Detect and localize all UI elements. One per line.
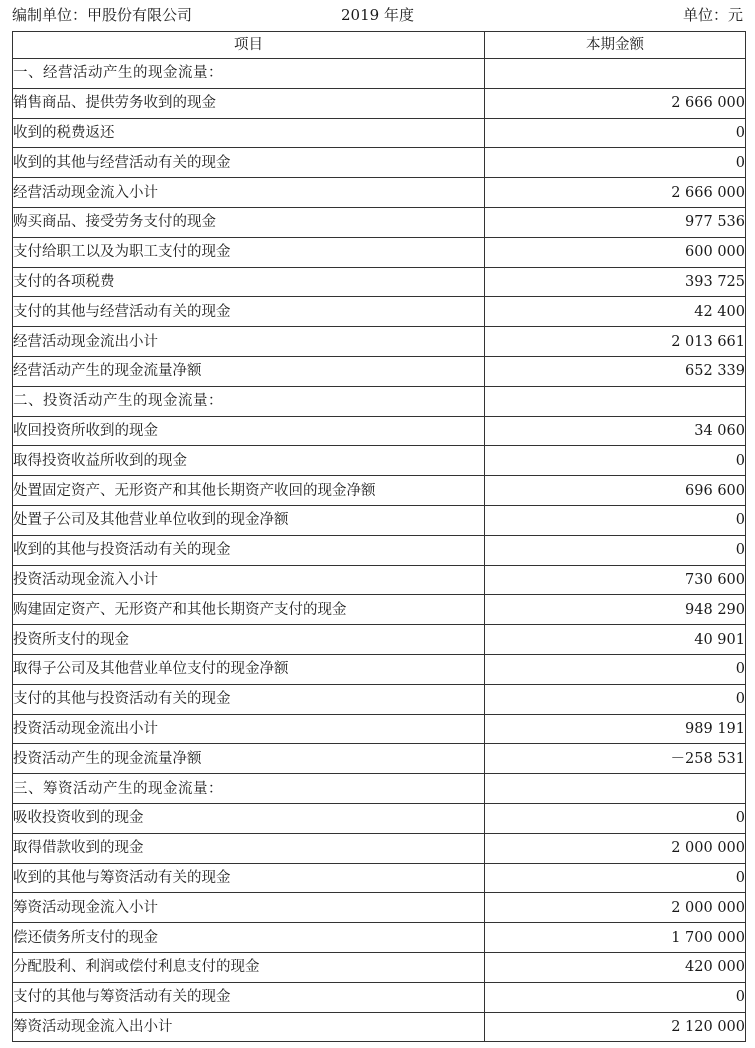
row-amount: 652 339	[485, 356, 746, 386]
row-item-label: 投资活动产生的现金流量净额	[13, 744, 485, 774]
table-row	[13, 803, 746, 833]
row-amount: 600 000	[485, 237, 746, 267]
table-row	[13, 863, 746, 893]
row-amount: 977 536	[485, 207, 746, 237]
row-amount: 0	[485, 803, 746, 833]
table-header-row	[13, 32, 746, 59]
row-amount: 1 700 000	[485, 923, 746, 953]
table-row	[13, 893, 746, 923]
row-item-label: 经营活动产生的现金流量净额	[13, 356, 485, 386]
row-item-label: 取得借款收到的现金	[13, 833, 485, 863]
org-label: 编制单位：甲股份有限公司	[12, 6, 193, 24]
row-item-label: 筹资活动现金流入出小计	[13, 1012, 485, 1042]
row-item-label: 销售商品、提供劳务收到的现金	[13, 88, 485, 118]
table-row	[13, 595, 746, 625]
table-row	[13, 297, 746, 327]
row-amount: 0	[485, 982, 746, 1012]
row-item-label: 支付给职工以及为职工支付的现金	[13, 237, 485, 267]
row-item-label: 处置子公司及其他营业单位收到的现金净额	[13, 505, 485, 535]
table-row	[13, 178, 746, 208]
row-amount: 0	[485, 863, 746, 893]
row-amount: 0	[485, 684, 746, 714]
table-row	[13, 833, 746, 863]
row-item-label: 经营活动现金流入小计	[13, 178, 485, 208]
row-amount: －258 531	[485, 744, 746, 774]
table-row	[13, 237, 746, 267]
table-row	[13, 476, 746, 506]
table-row	[13, 88, 746, 118]
table-row	[13, 267, 746, 297]
row-amount	[485, 774, 746, 804]
row-amount: 0	[485, 505, 746, 535]
report-header	[0, 2, 755, 28]
row-item-label: 收回投资所收到的现金	[13, 416, 485, 446]
row-item-label: 收到的其他与投资活动有关的现金	[13, 535, 485, 565]
table-row	[13, 148, 746, 178]
table-row	[13, 684, 746, 714]
row-item-label: 购建固定资产、无形资产和其他长期资产支付的现金	[13, 595, 485, 625]
row-item-label: 支付的各项税费	[13, 267, 485, 297]
row-item-label: 分配股利、利润或偿付利息支付的现金	[13, 952, 485, 982]
table-row	[13, 774, 746, 804]
row-amount: 2 666 000	[485, 88, 746, 118]
row-item-label: 三、筹资活动产生的现金流量：	[13, 774, 485, 804]
column-header-item: 项目	[13, 32, 485, 59]
table-row	[13, 386, 746, 416]
row-item-label: 二、投资活动产生的现金流量：	[13, 386, 485, 416]
row-amount: 0	[485, 446, 746, 476]
table-row	[13, 535, 746, 565]
table-row	[13, 654, 746, 684]
row-amount: 2 000 000	[485, 833, 746, 863]
row-item-label: 支付的其他与投资活动有关的现金	[13, 684, 485, 714]
row-item-label: 筹资活动现金流入小计	[13, 893, 485, 923]
row-amount: 0	[485, 654, 746, 684]
table-row	[13, 505, 746, 535]
row-amount: 34 060	[485, 416, 746, 446]
row-item-label: 收到的其他与经营活动有关的现金	[13, 148, 485, 178]
row-amount: 42 400	[485, 297, 746, 327]
table-row	[13, 446, 746, 476]
row-item-label: 偿还债务所支付的现金	[13, 923, 485, 953]
row-item-label: 支付的其他与经营活动有关的现金	[13, 297, 485, 327]
table-row	[13, 923, 746, 953]
currency-unit: 单位：元	[682, 6, 743, 24]
row-item-label: 吸收投资收到的现金	[13, 803, 485, 833]
report-year: 2019 年度	[341, 6, 414, 24]
row-amount: 2 120 000	[485, 1012, 746, 1042]
table-row	[13, 1012, 746, 1042]
row-amount: 696 600	[485, 476, 746, 506]
table-row	[13, 982, 746, 1012]
row-amount: 420 000	[485, 952, 746, 982]
table-row	[13, 625, 746, 655]
table-row	[13, 416, 746, 446]
row-item-label: 支付的其他与筹资活动有关的现金	[13, 982, 485, 1012]
row-item-label: 投资所支付的现金	[13, 625, 485, 655]
row-item-label: 收到的其他与筹资活动有关的现金	[13, 863, 485, 893]
table-row	[13, 118, 746, 148]
row-item-label: 处置固定资产、无形资产和其他长期资产收回的现金净额	[13, 476, 485, 506]
row-item-label: 购买商品、接受劳务支付的现金	[13, 207, 485, 237]
table-row	[13, 59, 746, 89]
table-row	[13, 356, 746, 386]
table-row	[13, 952, 746, 982]
row-item-label: 取得投资收益所收到的现金	[13, 446, 485, 476]
row-amount: 948 290	[485, 595, 746, 625]
cash-flow-table	[12, 31, 746, 1042]
row-amount: 989 191	[485, 714, 746, 744]
table-row	[13, 565, 746, 595]
column-header-amount: 本期金额	[485, 32, 746, 59]
row-item-label: 经营活动现金流出小计	[13, 327, 485, 357]
table-row	[13, 744, 746, 774]
row-item-label: 投资活动现金流入小计	[13, 565, 485, 595]
row-item-label: 收到的税费返还	[13, 118, 485, 148]
row-amount: 393 725	[485, 267, 746, 297]
row-amount	[485, 386, 746, 416]
row-amount: 0	[485, 118, 746, 148]
row-amount: 0	[485, 535, 746, 565]
row-amount	[485, 59, 746, 89]
row-amount: 730 600	[485, 565, 746, 595]
row-amount: 2 013 661	[485, 327, 746, 357]
table-row	[13, 714, 746, 744]
table-row	[13, 327, 746, 357]
row-amount: 2 666 000	[485, 178, 746, 208]
table-body	[13, 59, 746, 1042]
row-item-label: 投资活动现金流出小计	[13, 714, 485, 744]
row-amount: 2 000 000	[485, 893, 746, 923]
row-amount: 40 901	[485, 625, 746, 655]
row-item-label: 取得子公司及其他营业单位支付的现金净额	[13, 654, 485, 684]
row-item-label: 一、经营活动产生的现金流量：	[13, 59, 485, 89]
table-row	[13, 207, 746, 237]
row-amount: 0	[485, 148, 746, 178]
